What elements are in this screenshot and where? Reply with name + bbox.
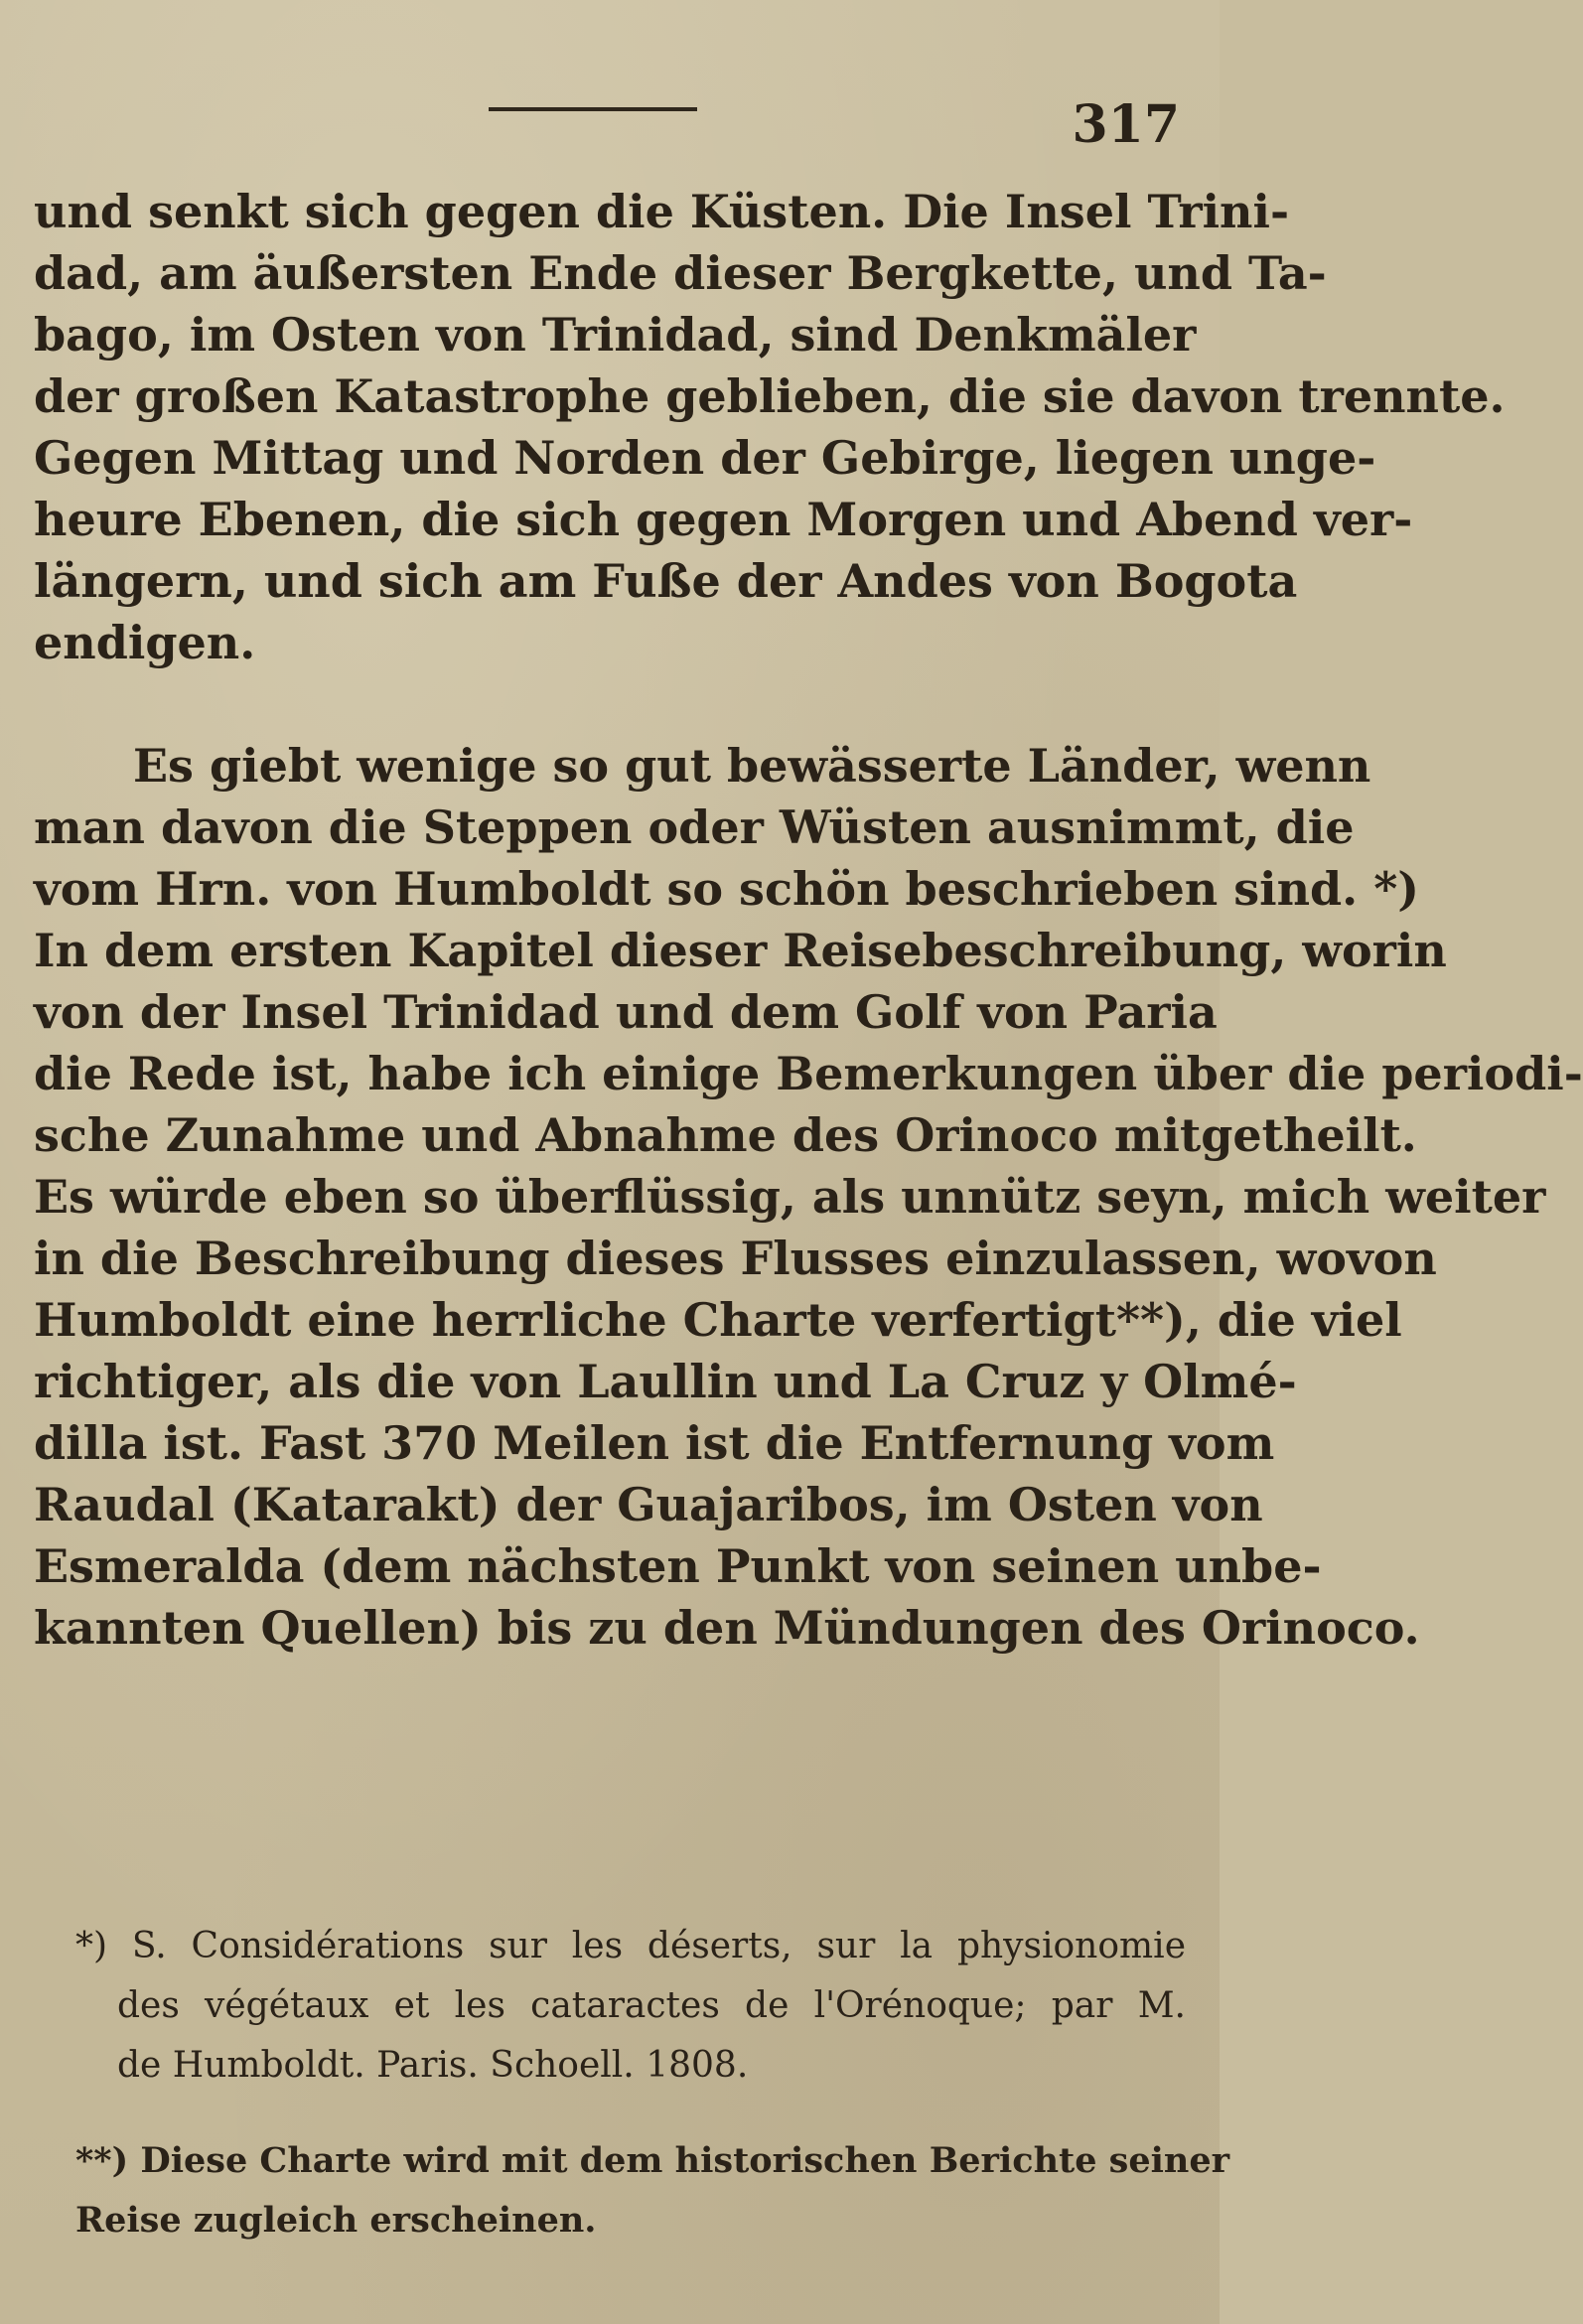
text-line: richtiger, als die von Laullin und La Cruz y Olmé-: [34, 1355, 1297, 1408]
text-line: Esmeralda (dem nächsten Punkt von seinen unbe-: [34, 1539, 1322, 1593]
body-text: [34, 181, 1583, 1659]
text-line: kannten Quellen) bis zu den Mündungen des Orinoco.: [34, 1601, 1420, 1655]
footnote-line: *) S. Considérations sur les déserts, sur la physionomie: [75, 1926, 1186, 1966]
footnote-line: de Humboldt. Paris. Schoell. 1808.: [117, 2045, 749, 2086]
text-line: und senkt sich gegen die Küsten. Die Insel Trini-: [34, 185, 1290, 238]
paragraph-1: [34, 181, 1506, 673]
text-line: man davon die Steppen oder Wüsten ausnimmt, die: [34, 800, 1355, 854]
paragraph-gap: [34, 673, 1186, 735]
footnote-line: des végétaux et les cataractes de l'Orénoque; par M.: [117, 1985, 1186, 2026]
page-number: 317: [1072, 94, 1180, 155]
paragraph-2: [34, 735, 1583, 1659]
footnote-2: [75, 2131, 1230, 2251]
footnote-line: **) Diese Charte wird mit dem historischen Berichte seiner: [75, 2140, 1230, 2181]
text-line: bago, im Osten von Trinidad, sind Denkmäler: [34, 308, 1197, 362]
text-line: von der Insel Trinidad und dem Golf von Paria: [34, 985, 1218, 1039]
footnote-gap: [75, 2096, 1186, 2131]
header-rule: [489, 107, 697, 111]
text-line: Es giebt wenige so gut bewässerte Länder, wenn: [133, 739, 1371, 793]
text-line: dilla ist. Fast 370 Meilen ist die Entfernung vom: [34, 1416, 1275, 1470]
text-line: Es würde eben so überflüssig, als unnütz seyn, mich weiter: [34, 1170, 1546, 1224]
text-line: heure Ebenen, die sich gegen Morgen und Abend ver-: [34, 493, 1413, 546]
text-line: längern, und sich am Fuße der Andes von Bogota: [34, 554, 1298, 608]
text-line: In dem ersten Kapitel dieser Reisebeschreibung, worin: [34, 924, 1447, 977]
text-line: Humboldt eine herrliche Charte verfertigt**), die viel: [34, 1293, 1402, 1347]
text-line: endigen.: [34, 616, 256, 669]
footnote-line: Reise zugleich erscheinen.: [75, 2200, 597, 2241]
text-line: vom Hrn. von Humboldt so schön beschrieben sind. *): [34, 862, 1420, 916]
text-line: der großen Katastrophe geblieben, die sie davon trennte.: [34, 369, 1506, 423]
footnote-1: [75, 1917, 1186, 2096]
text-line: sche Zunahme und Abnahme des Orinoco mitgetheilt.: [34, 1108, 1417, 1162]
text-line: die Rede ist, habe ich einige Bemerkungen über die periodi-: [34, 1047, 1583, 1100]
footnotes: [75, 1917, 1230, 2251]
text-line: dad, am äußersten Ende dieser Bergkette, und Ta-: [34, 246, 1327, 300]
text-line: Raudal (Katarakt) der Guajaribos, im Osten von: [34, 1478, 1263, 1531]
text-line: Gegen Mittag und Norden der Gebirge, liegen unge-: [34, 431, 1376, 485]
text-line: in die Beschreibung dieses Flusses einzulassen, wovon: [34, 1232, 1437, 1285]
